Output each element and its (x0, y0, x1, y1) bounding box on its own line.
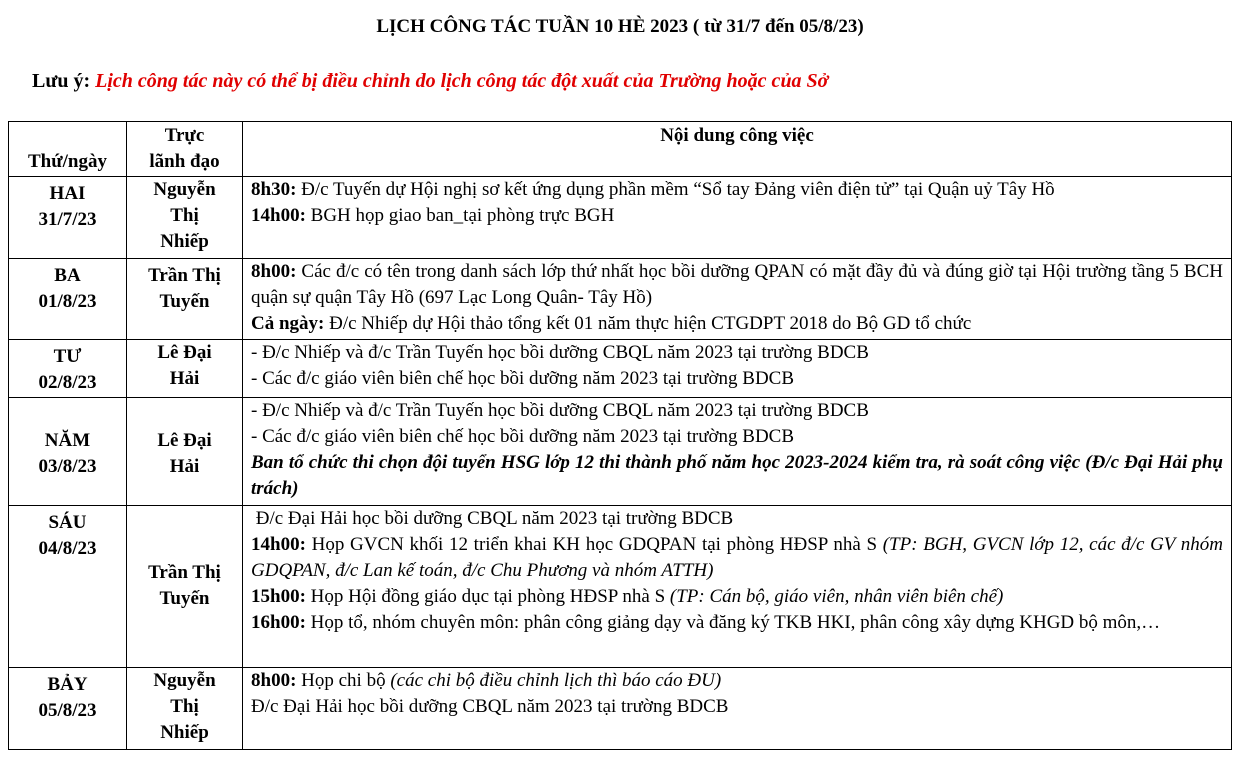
leader-line: Nhiếp (160, 722, 209, 743)
table-row (9, 668, 1232, 750)
schedule-item: - Đ/c Nhiếp và đ/c Trần Tuyến học bồi dưỡng CBQL năm 2023 tại trường BDCB (251, 400, 869, 421)
item-text: Họp tổ, nhóm chuyên môn: phân công giảng dạy và đăng ký TKB HKI, phân công xây dựng KHGD bộ môn,… (305, 612, 1161, 633)
day-name: BẢY (47, 674, 88, 695)
schedule-item: Đ/c Đại Hải học bồi dưỡng CBQL năm 2023 tại trường BDCB (251, 696, 729, 717)
leader-line: Lê Đại (157, 342, 212, 363)
header-day: Thứ/ngày (9, 122, 127, 177)
day-name: NĂM (44, 430, 91, 451)
item-time: Cả ngày: (251, 313, 325, 334)
leader-line: Nguyễn (153, 670, 216, 691)
leader-line: Tuyến (159, 588, 210, 609)
day-name: TƯ (53, 346, 82, 367)
item-text: Họp chi bộ (296, 670, 391, 691)
item-text: Họp Hội đồng giáo dục tại phòng HĐSP nhà S (305, 586, 670, 607)
content-cell (243, 177, 1232, 259)
item-text: Đ/c Nhiếp dự Hội thảo tổng kết 01 năm thực hiện CTGDPT 2018 do Bộ GD tổ chức (324, 313, 972, 334)
item-text: Đ/c Tuyến dự Hội nghị sơ kết ứng dụng phần mềm “Sổ tay Đảng viên điện tử” tại Quận uỷ Tây Hồ (296, 179, 1055, 200)
day-name: SÁU (48, 512, 87, 533)
leader-line: Hải (169, 368, 200, 389)
header-row (9, 122, 1232, 177)
leader-line: Hải (169, 456, 200, 477)
table-row (9, 398, 1232, 506)
leader-cell (127, 340, 243, 398)
day-date: 05/8/23 (38, 700, 97, 721)
schedule-table (8, 121, 1232, 750)
day-cell (9, 398, 127, 506)
note (32, 70, 828, 93)
leader-line: Trần Thị (148, 562, 221, 583)
day-date: 04/8/23 (38, 538, 97, 559)
item-note: (TP: Cán bộ, giáo viên, nhân viên biên chế) (669, 586, 1004, 607)
leader-line: Lê Đại (157, 430, 212, 451)
item-text: Các đ/c có tên trong danh sách lớp thứ nhất học bồi dưỡng QPAN có mặt đầy đủ và đúng giờ tại Hội trường tầng 5 BCH quận sự quận Tây Hồ (697 Lạc Long Quân- Tây Hồ) (251, 261, 1223, 308)
day-date: 03/8/23 (38, 456, 97, 477)
leader-line: Thị (170, 696, 199, 717)
day-name: BA (54, 265, 81, 286)
schedule-item-emphasis: Ban tổ chức thi chọn đội tuyển HSG lớp 12 thi thành phố năm học 2023-2024 kiểm tra, rà soát công việc (Đ/c Đại Hải phụ trách) (251, 452, 1223, 499)
header-leader-line2: lãnh đạo (149, 151, 220, 172)
schedule-item: Đ/c Đại Hải học bồi dưỡng CBQL năm 2023 tại trường BDCB (251, 508, 734, 529)
leader-line: Trần Thị (148, 265, 221, 286)
leader-cell (127, 506, 243, 668)
item-text: BGH họp giao ban_tại phòng trực BGH (305, 205, 615, 226)
day-cell (9, 177, 127, 259)
item-time: 14h00: (251, 534, 306, 555)
day-date: 01/8/23 (38, 291, 97, 312)
content-cell (243, 259, 1232, 340)
table-row (9, 506, 1232, 668)
item-time: 14h00: (251, 205, 306, 226)
header-leader-line1: Trực (164, 125, 205, 146)
content-cell (243, 340, 1232, 398)
table-row (9, 259, 1232, 340)
schedule-item (251, 311, 1223, 337)
schedule-item: - Các đ/c giáo viên biên chế học bồi dưỡng năm 2023 tại trường BDCB (251, 426, 795, 447)
leader-line: Nguyễn (153, 179, 216, 200)
schedule-item (251, 259, 1223, 311)
content-cell (243, 506, 1232, 668)
leader-cell (127, 668, 243, 750)
header-leader (127, 122, 243, 177)
day-cell (9, 259, 127, 340)
schedule-item (251, 584, 1223, 610)
table-row (9, 340, 1232, 398)
day-name: HAI (49, 183, 86, 204)
header-content: Nội dung công việc (243, 122, 1232, 177)
leader-line: Thị (170, 205, 199, 226)
item-time: 8h30: (251, 179, 297, 200)
schedule-item (251, 203, 1223, 229)
item-time: 8h00: (251, 670, 297, 691)
content-cell (243, 398, 1232, 506)
leader-line: Tuyến (159, 291, 210, 312)
schedule-item (251, 610, 1223, 636)
day-date: 31/7/23 (38, 209, 97, 230)
note-text: Lịch công tác này có thể bị điều chỉnh do lịch công tác đột xuất của Trường hoặc của Sở (95, 70, 829, 92)
page-title: LỊCH CÔNG TÁC TUẦN 10 HÈ 2023 ( từ 31/7 đến 05/8/23) (376, 16, 864, 37)
schedule-item (251, 532, 1223, 584)
schedule-item (251, 177, 1223, 203)
leader-cell (127, 259, 243, 340)
day-date: 02/8/23 (38, 372, 97, 393)
leader-line: Nhiếp (160, 231, 209, 252)
table-row (9, 177, 1232, 259)
schedule-item (251, 668, 1223, 694)
item-time: 8h00: (251, 261, 297, 282)
day-cell (9, 506, 127, 668)
schedule-item: - Các đ/c giáo viên biên chế học bồi dưỡng năm 2023 tại trường BDCB (251, 368, 795, 389)
item-time: 15h00: (251, 586, 306, 607)
item-time: 16h00: (251, 612, 306, 633)
leader-cell (127, 177, 243, 259)
content-cell (243, 668, 1232, 750)
item-note: (các chi bộ điều chỉnh lịch thì báo cáo ĐU) (390, 670, 722, 691)
day-cell (9, 340, 127, 398)
note-label: Lưu ý: (32, 70, 91, 92)
item-note: (TP: BGH, GVCN lớp 12, các đ/c GV nhóm GDQPAN, đ/c Lan kế toán, đ/c Chu Phương và nhóm ATTH) (251, 534, 1223, 581)
day-cell (9, 668, 127, 750)
schedule-item: - Đ/c Nhiếp và đ/c Trần Tuyến học bồi dưỡng CBQL năm 2023 tại trường BDCB (251, 342, 869, 363)
leader-cell (127, 398, 243, 506)
item-text: Họp GVCN khối 12 triển khai KH học GDQPAN tại phòng HĐSP nhà S (305, 534, 883, 555)
